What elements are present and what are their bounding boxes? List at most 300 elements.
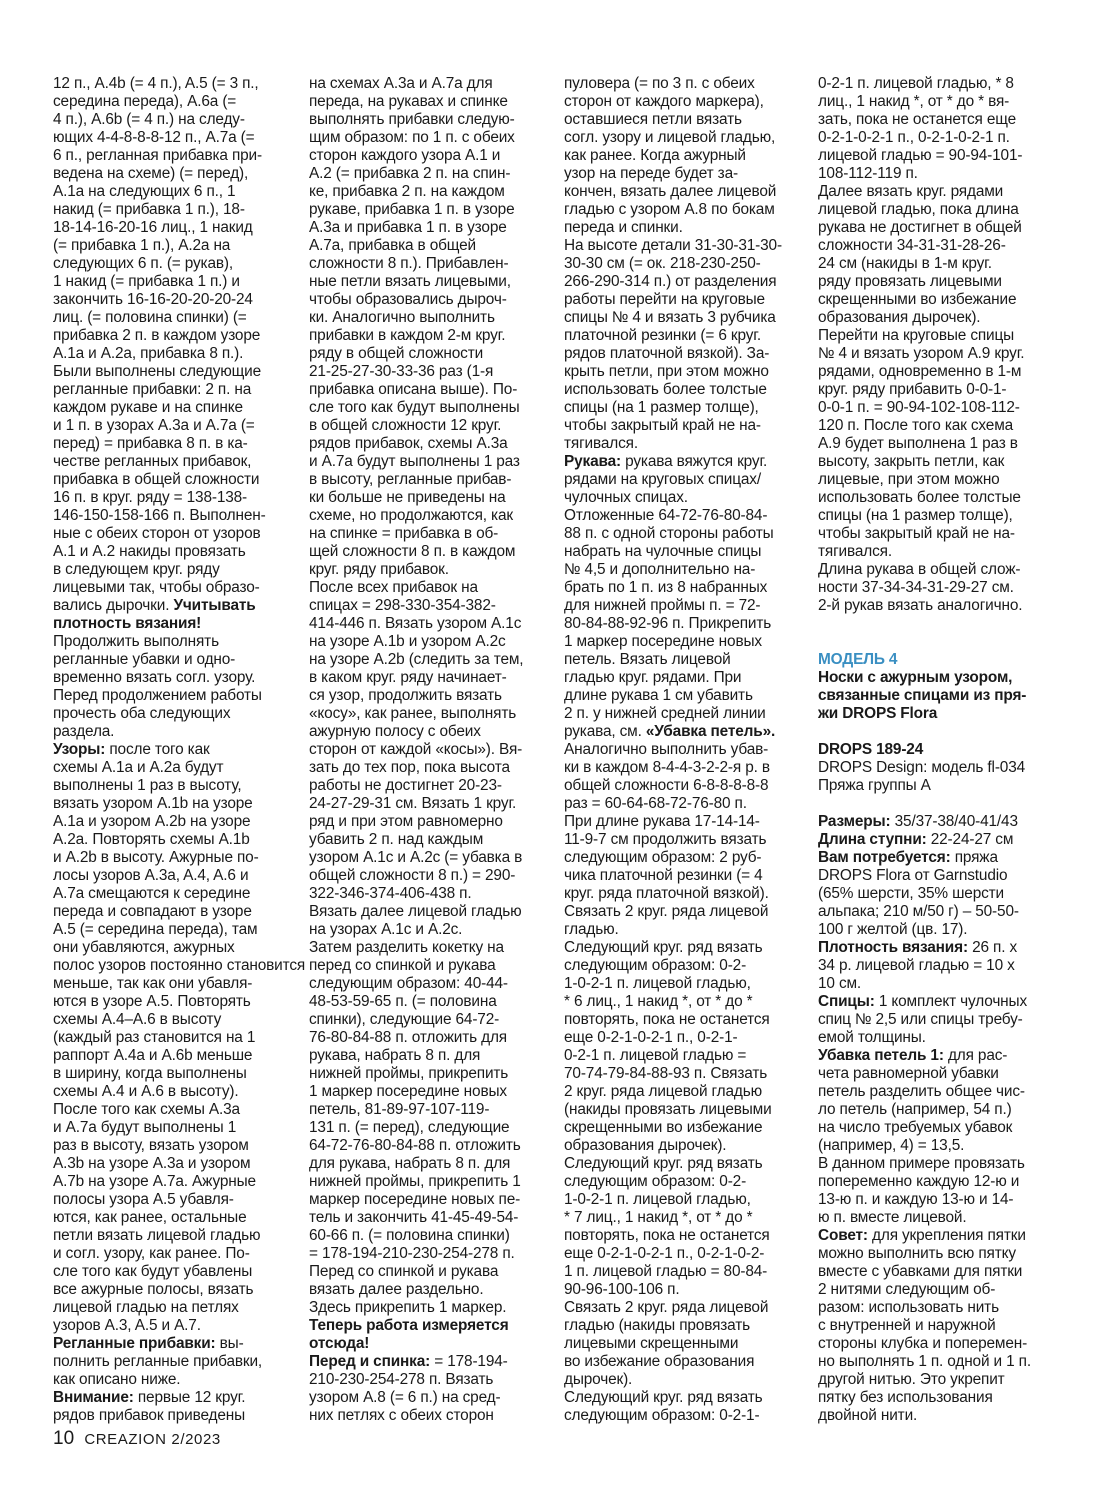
body-text: пряжа bbox=[950, 849, 998, 866]
text-line bbox=[564, 831, 806, 849]
text-line bbox=[53, 687, 295, 705]
body-text: спицы (на 1 размер толще), bbox=[818, 507, 1013, 524]
body-text: A.2 (= прибавка 2 п. на спин- bbox=[309, 165, 511, 182]
text-line bbox=[53, 471, 295, 489]
body-text: пятку без использования bbox=[818, 1389, 993, 1406]
text-line bbox=[53, 381, 295, 399]
text-line bbox=[53, 1389, 295, 1407]
text-line bbox=[309, 435, 551, 453]
text-line bbox=[53, 1317, 295, 1335]
body-text: нижней проймы, прикрепить bbox=[309, 1065, 509, 1082]
text-line bbox=[818, 1245, 1060, 1263]
text-line bbox=[564, 579, 806, 597]
text-line bbox=[309, 975, 551, 993]
body-text: ки в каждом 8-4-4-3-2-2-я р. в bbox=[564, 759, 770, 776]
body-text: вязать узором A.1b на узоре bbox=[53, 795, 253, 812]
text-line bbox=[309, 1407, 551, 1425]
text-line bbox=[309, 453, 551, 471]
body-text: повторять, пока не останется bbox=[564, 1011, 770, 1028]
body-text: и 1 п. в узорах A.3a и A.7a (= bbox=[53, 417, 255, 434]
text-line bbox=[818, 903, 1060, 921]
body-text: лицевой гладью = 90-94-101- bbox=[818, 147, 1023, 164]
text-line bbox=[818, 993, 1060, 1011]
text-line bbox=[564, 507, 806, 525]
text-line bbox=[818, 597, 1060, 615]
text-line bbox=[818, 255, 1060, 273]
text-line bbox=[564, 219, 806, 237]
body-text: лицевой гладью, пока длина bbox=[818, 201, 1019, 218]
text-line bbox=[53, 777, 295, 795]
text-line bbox=[564, 399, 806, 417]
text-line bbox=[309, 219, 551, 237]
body-text: выполнены 1 раз в высоту, bbox=[53, 777, 242, 794]
text-line bbox=[53, 741, 295, 759]
text-line bbox=[309, 543, 551, 561]
body-text: альпака; 210 м/50 г) – 50-50- bbox=[818, 903, 1019, 920]
text-line bbox=[309, 1371, 551, 1389]
text-line bbox=[53, 363, 295, 381]
body-text: щей сложности 8 п. в каждом bbox=[309, 543, 516, 560]
text-line bbox=[818, 1407, 1060, 1425]
body-text: для рукава, набрать 8 п. для bbox=[309, 1155, 511, 1172]
text-line bbox=[818, 291, 1060, 309]
text-line bbox=[564, 795, 806, 813]
body-text: 24-27-29-31 см. Вязать 1 круг. bbox=[309, 795, 517, 812]
bold-text: Регланные прибавки: bbox=[53, 1335, 216, 1352]
text-line bbox=[818, 957, 1060, 975]
text-line bbox=[309, 183, 551, 201]
text-line bbox=[818, 525, 1060, 543]
bold-text: Длина ступни: bbox=[818, 831, 927, 848]
body-text: схемы A.1a и A.2a будут bbox=[53, 759, 224, 776]
paragraph-gap bbox=[818, 723, 1060, 741]
text-line bbox=[564, 345, 806, 363]
text-line bbox=[564, 813, 806, 831]
text-column-4 bbox=[818, 75, 1060, 1425]
magazine-issue: CREAZION 2/2023 bbox=[84, 1431, 221, 1448]
text-line bbox=[53, 975, 295, 993]
paragraph-gap bbox=[818, 795, 1060, 813]
body-text: чета равномерной убавки bbox=[818, 1065, 999, 1082]
body-text: Здесь прикрепить 1 маркер. bbox=[309, 1299, 507, 1316]
text-line bbox=[564, 723, 806, 741]
text-line bbox=[53, 633, 295, 651]
body-text: 26 п. x bbox=[967, 939, 1017, 956]
body-text: в общей сложности 12 круг. bbox=[309, 417, 502, 434]
text-line bbox=[564, 1353, 806, 1371]
text-line bbox=[53, 147, 295, 165]
text-line bbox=[309, 651, 551, 669]
body-text: чтобы образовались дыроч- bbox=[309, 291, 507, 308]
text-column-3 bbox=[564, 75, 806, 1425]
text-line bbox=[818, 417, 1060, 435]
body-text: ло петель (например, 54 п.) bbox=[818, 1101, 1012, 1118]
text-line bbox=[309, 615, 551, 633]
body-text: выполнять прибавки следую- bbox=[309, 111, 515, 128]
body-text: попеременно каждую 12-ю и bbox=[818, 1173, 1020, 1190]
body-text: Связать 2 круг. ряда лицевой bbox=[564, 903, 769, 920]
body-text: ные петли вязать лицевыми, bbox=[309, 273, 511, 290]
text-line bbox=[53, 183, 295, 201]
text-line bbox=[564, 975, 806, 993]
text-line bbox=[564, 867, 806, 885]
body-text: 10 см. bbox=[818, 975, 862, 992]
text-line bbox=[818, 219, 1060, 237]
text-line bbox=[818, 327, 1060, 345]
text-line bbox=[564, 1011, 806, 1029]
body-text: чтобы закрытый край не на- bbox=[564, 417, 761, 434]
body-text: еще 0-2-1-0-2-1 п., 0-2-1-0-2- bbox=[564, 1245, 765, 1262]
body-text: с внутренней и наружной bbox=[818, 1317, 996, 1334]
body-text: первые 12 круг. bbox=[133, 1389, 246, 1406]
bold-text: Спицы: bbox=[818, 993, 875, 1010]
text-line bbox=[818, 687, 1060, 705]
text-line bbox=[818, 1065, 1060, 1083]
text-line bbox=[309, 1317, 551, 1335]
text-line bbox=[564, 111, 806, 129]
body-text: ются в узоре A.5. Повторять bbox=[53, 993, 251, 1010]
text-line bbox=[309, 1119, 551, 1137]
text-line bbox=[818, 1299, 1060, 1317]
text-line bbox=[53, 1371, 295, 1389]
text-line bbox=[53, 273, 295, 291]
body-text: 88 п. с одной стороны работы bbox=[564, 525, 774, 542]
text-line bbox=[53, 111, 295, 129]
text-line bbox=[818, 759, 1060, 777]
text-line bbox=[53, 1065, 295, 1083]
text-line bbox=[818, 201, 1060, 219]
text-line bbox=[309, 633, 551, 651]
text-line bbox=[818, 921, 1060, 939]
text-line bbox=[53, 525, 295, 543]
body-text: на схемах A.3a и A.7a для bbox=[309, 75, 493, 92]
body-text: 60-66 п. (= половина спинки) bbox=[309, 1227, 510, 1244]
text-line bbox=[564, 957, 806, 975]
text-line bbox=[818, 543, 1060, 561]
text-line bbox=[564, 489, 806, 507]
body-text: гладью (накиды провязать bbox=[564, 1317, 751, 1334]
body-text: петель, 81-89-97-107-119- bbox=[309, 1101, 490, 1118]
body-text: перед со спинкой и рукава bbox=[309, 957, 496, 974]
body-text: A.1a и A.2a, прибавка 8 п.). bbox=[53, 345, 244, 362]
text-line bbox=[818, 1191, 1060, 1209]
text-line bbox=[53, 1101, 295, 1119]
text-line bbox=[309, 957, 551, 975]
body-text: рядами на круговых спицах/ bbox=[564, 471, 761, 488]
text-line bbox=[53, 669, 295, 687]
text-line bbox=[818, 363, 1060, 381]
body-text: следующих 6 п. (= рукав), bbox=[53, 255, 233, 272]
text-line bbox=[53, 1047, 295, 1065]
bold-text: Плотность вязания: bbox=[818, 939, 968, 956]
text-line bbox=[53, 1245, 295, 1263]
body-text: 34 р. лицевой гладью = 10 x bbox=[818, 957, 1015, 974]
text-line bbox=[564, 1227, 806, 1245]
body-text: лицевые, при этом можно bbox=[818, 471, 1000, 488]
body-text: образования дырочек). bbox=[818, 309, 981, 326]
text-line bbox=[53, 1281, 295, 1299]
body-text: ке, прибавка 2 п. на каждом bbox=[309, 183, 505, 200]
text-line bbox=[309, 1389, 551, 1407]
text-line bbox=[818, 309, 1060, 327]
body-text: Следующий круг. ряд вязать bbox=[564, 1389, 763, 1406]
text-line bbox=[309, 111, 551, 129]
body-text: емой толщины. bbox=[818, 1029, 926, 1046]
text-line bbox=[564, 1155, 806, 1173]
text-line bbox=[564, 1065, 806, 1083]
text-line bbox=[309, 921, 551, 939]
body-text: маркер посередине новых пе- bbox=[309, 1191, 521, 1208]
body-text: 70-74-79-84-88-93 п. Связать bbox=[564, 1065, 768, 1082]
text-line bbox=[818, 831, 1060, 849]
text-line bbox=[564, 777, 806, 795]
body-text: «косу», как ранее, выполнять bbox=[309, 705, 517, 722]
body-text: 322-346-374-406-438 п. bbox=[309, 885, 472, 902]
text-line bbox=[818, 1371, 1060, 1389]
body-text: 108-112-119 п. bbox=[818, 165, 918, 182]
body-text: 6 п., регланная прибавка при- bbox=[53, 147, 262, 164]
text-line bbox=[53, 813, 295, 831]
text-line bbox=[53, 1209, 295, 1227]
text-line bbox=[818, 1011, 1060, 1029]
text-line bbox=[818, 111, 1060, 129]
bold-text: Размеры: bbox=[818, 813, 891, 830]
body-text: 80-84-88-92-96 п. Прикрепить bbox=[564, 615, 772, 632]
text-line bbox=[53, 453, 295, 471]
text-line bbox=[53, 435, 295, 453]
body-text: Были выполнены следующие bbox=[53, 363, 262, 380]
body-text: рукаве, прибавка 1 п. в узоре bbox=[309, 201, 515, 218]
text-line bbox=[309, 165, 551, 183]
text-line bbox=[564, 291, 806, 309]
paragraph-gap bbox=[818, 615, 1060, 633]
body-text: 1 накид (= прибавка 1 п.) и bbox=[53, 273, 240, 290]
body-text: убавить 2 п. над каждым bbox=[309, 831, 484, 848]
text-line bbox=[564, 75, 806, 93]
text-line bbox=[309, 1083, 551, 1101]
body-text: зать, пока не останется еще bbox=[818, 111, 1017, 128]
text-line bbox=[564, 1047, 806, 1065]
text-line bbox=[309, 1245, 551, 1263]
body-text: круг. ряду прибавить 0-0-1- bbox=[818, 381, 1007, 398]
text-line bbox=[818, 651, 1060, 669]
body-text: зать до тех пор, пока высота bbox=[309, 759, 510, 776]
text-line bbox=[309, 1137, 551, 1155]
text-line bbox=[53, 507, 295, 525]
text-line bbox=[564, 1029, 806, 1047]
text-line bbox=[564, 561, 806, 579]
body-text: как ранее. Когда ажурный bbox=[564, 147, 746, 164]
text-line bbox=[309, 255, 551, 273]
body-text: но выполнять 1 п. одной и 1 п. bbox=[818, 1353, 1031, 1370]
text-line bbox=[309, 399, 551, 417]
text-line bbox=[53, 1173, 295, 1191]
text-line bbox=[818, 1119, 1060, 1137]
text-line bbox=[818, 705, 1060, 723]
body-text: все ажурные полосы, вязать bbox=[53, 1281, 254, 1298]
body-text: рукава вяжутся круг. bbox=[620, 453, 768, 470]
text-line bbox=[309, 237, 551, 255]
text-line bbox=[564, 543, 806, 561]
body-text: 1 комплект чулочных bbox=[874, 993, 1027, 1010]
text-line bbox=[309, 867, 551, 885]
body-text: Следующий круг. ряд вязать bbox=[564, 939, 763, 956]
text-line bbox=[564, 363, 806, 381]
body-text: № 4,5 и дополнительно на- bbox=[564, 561, 756, 578]
text-line bbox=[53, 849, 295, 867]
body-text: следующим образом: 0-2-1- bbox=[564, 1407, 760, 1424]
bold-text: плотность вязания! bbox=[53, 615, 202, 632]
text-line bbox=[53, 309, 295, 327]
text-line bbox=[309, 777, 551, 795]
body-text: лицевыми так, чтобы образо- bbox=[53, 579, 260, 596]
body-text: 131 п. (= перед), следующие bbox=[309, 1119, 510, 1136]
body-text: после того как bbox=[105, 741, 210, 758]
text-line bbox=[309, 795, 551, 813]
text-line bbox=[309, 687, 551, 705]
body-text: платочной резинки (= 6 круг. bbox=[564, 327, 761, 344]
body-text: 2 п. у нижней средней линии bbox=[564, 705, 766, 722]
text-line bbox=[53, 561, 295, 579]
body-text: для рас- bbox=[943, 1047, 1008, 1064]
text-line bbox=[309, 1155, 551, 1173]
body-text: A.7a смещаются к середине bbox=[53, 885, 251, 902]
body-text: узором A.1c и A.2c (= убавка в bbox=[309, 849, 523, 866]
text-line bbox=[564, 1209, 806, 1227]
text-column-2 bbox=[309, 75, 551, 1425]
text-line bbox=[818, 345, 1060, 363]
body-text: лиц. (= половина спинки) (= bbox=[53, 309, 247, 326]
body-text: схемы A.4–A.6 в высоту bbox=[53, 1011, 222, 1028]
body-text: в ширину, когда выполнены bbox=[53, 1065, 247, 1082]
text-line bbox=[564, 885, 806, 903]
text-line bbox=[53, 345, 295, 363]
text-line bbox=[564, 381, 806, 399]
text-line bbox=[53, 75, 295, 93]
text-line bbox=[818, 1317, 1060, 1335]
text-line bbox=[53, 201, 295, 219]
body-text: петли вязать лицевой гладью bbox=[53, 1227, 261, 1244]
body-text: A.1 и A.2 накиды провязать bbox=[53, 543, 246, 560]
body-text: рукава не достигнет в общей bbox=[818, 219, 1022, 236]
body-text: честве регланных прибавок, bbox=[53, 453, 252, 470]
text-line bbox=[309, 1047, 551, 1065]
bold-text: Узоры: bbox=[53, 741, 106, 758]
body-text: Длина рукава в общей слож- bbox=[818, 561, 1021, 578]
text-line bbox=[818, 147, 1060, 165]
body-text: Перед продолжением работы bbox=[53, 687, 262, 704]
body-text: рядов прибавок приведены bbox=[53, 1407, 246, 1424]
body-text: повторять, пока не останется bbox=[564, 1227, 770, 1244]
text-line bbox=[309, 831, 551, 849]
bold-text: Перед и спинка: bbox=[309, 1353, 431, 1370]
body-text: 1-0-2-1 п. лицевой гладью, bbox=[564, 1191, 751, 1208]
body-text: ки больше не приведены на bbox=[309, 489, 506, 506]
body-text: № 4 и вязать узором A.9 круг. bbox=[818, 345, 1025, 362]
text-line bbox=[818, 489, 1060, 507]
body-text: сторон от каждого маркера), bbox=[564, 93, 764, 110]
body-text: прочесть оба следующих bbox=[53, 705, 231, 722]
text-line bbox=[818, 75, 1060, 93]
body-text: чика платочной резинки (= 4 bbox=[564, 867, 763, 884]
bold-text: «Убавка петель». bbox=[645, 723, 776, 740]
text-line bbox=[564, 1245, 806, 1263]
body-text: (65% шерсти, 35% шерсти bbox=[818, 885, 1005, 902]
text-line bbox=[309, 561, 551, 579]
text-line bbox=[564, 525, 806, 543]
text-line bbox=[309, 1353, 551, 1371]
body-text: регланные убавки и одно- bbox=[53, 651, 236, 668]
body-text: для нижней проймы п. = 72- bbox=[564, 597, 761, 614]
model-heading: МОДЕЛЬ 4 bbox=[818, 651, 898, 668]
text-line bbox=[564, 741, 806, 759]
body-text: сторон от каждой «косы»). Вя- bbox=[309, 741, 523, 758]
text-line bbox=[564, 1317, 806, 1335]
text-line bbox=[309, 507, 551, 525]
bold-text: отсюда! bbox=[309, 1335, 370, 1352]
text-line bbox=[53, 705, 295, 723]
text-line bbox=[818, 1227, 1060, 1245]
body-text: следующим образом: 2 руб- bbox=[564, 849, 762, 866]
text-line bbox=[818, 1083, 1060, 1101]
body-text: следующим образом: 0-2- bbox=[564, 1173, 747, 1190]
body-text: Следующий круг. ряд вязать bbox=[564, 1155, 763, 1172]
body-text: перед) = прибавка 8 п. в ка- bbox=[53, 435, 248, 452]
body-text: спицах = 298-330-354-382- bbox=[309, 597, 496, 614]
body-text: 120 п. После того как схема bbox=[818, 417, 1014, 434]
body-text: 11-9-7 см продолжить вязать bbox=[564, 831, 767, 848]
text-line bbox=[53, 615, 295, 633]
body-text: 100 г желтой (цв. 17). bbox=[818, 921, 968, 938]
text-line bbox=[53, 1299, 295, 1317]
body-text: использовать более толстые bbox=[818, 489, 1021, 506]
text-line bbox=[818, 1137, 1060, 1155]
body-text: следующим образом: 40-44- bbox=[309, 975, 508, 992]
text-line bbox=[818, 1173, 1060, 1191]
body-text: 35/37-38/40-41/43 bbox=[890, 813, 1018, 830]
body-text: рукава, набрать 8 п. для bbox=[309, 1047, 481, 1064]
text-line bbox=[564, 93, 806, 111]
bold-text: Внимание: bbox=[53, 1389, 134, 1406]
text-line bbox=[309, 669, 551, 687]
body-text: A.7a, прибавка в общей bbox=[309, 237, 476, 254]
body-text: вы- bbox=[215, 1335, 244, 1352]
text-line bbox=[818, 1047, 1060, 1065]
text-line bbox=[564, 237, 806, 255]
text-line bbox=[564, 273, 806, 291]
body-text: спинки), следующие 64-72- bbox=[309, 1011, 500, 1028]
body-text: A.3b на узоре A.3a и узором bbox=[53, 1155, 251, 1172]
body-text: спицы № 4 и вязать 3 рубчика bbox=[564, 309, 776, 326]
text-line bbox=[818, 507, 1060, 525]
body-text: = 178-194- bbox=[430, 1353, 508, 1370]
body-text: переда, на рукавах и спинке bbox=[309, 93, 508, 110]
body-text: использовать более толстые bbox=[564, 381, 767, 398]
body-text: 0-2-1 п. лицевой гладью, * 8 bbox=[818, 75, 1014, 92]
bold-text: Рукава: bbox=[564, 453, 621, 470]
text-line bbox=[53, 1119, 295, 1137]
body-text: A.2a. Повторять схемы A.1b bbox=[53, 831, 250, 848]
body-text: Пряжа группы A bbox=[818, 777, 931, 794]
text-line bbox=[309, 903, 551, 921]
body-text: A.5 (= середина переда), там bbox=[53, 921, 258, 938]
body-text: 16 п. в круг. ряду = 138-138- bbox=[53, 489, 248, 506]
text-line bbox=[818, 1029, 1060, 1047]
body-text: в следующем круг. ряду bbox=[53, 561, 220, 578]
text-line bbox=[309, 579, 551, 597]
text-column-1 bbox=[53, 75, 306, 1425]
body-text: (накиды провязать лицевыми bbox=[564, 1101, 772, 1118]
